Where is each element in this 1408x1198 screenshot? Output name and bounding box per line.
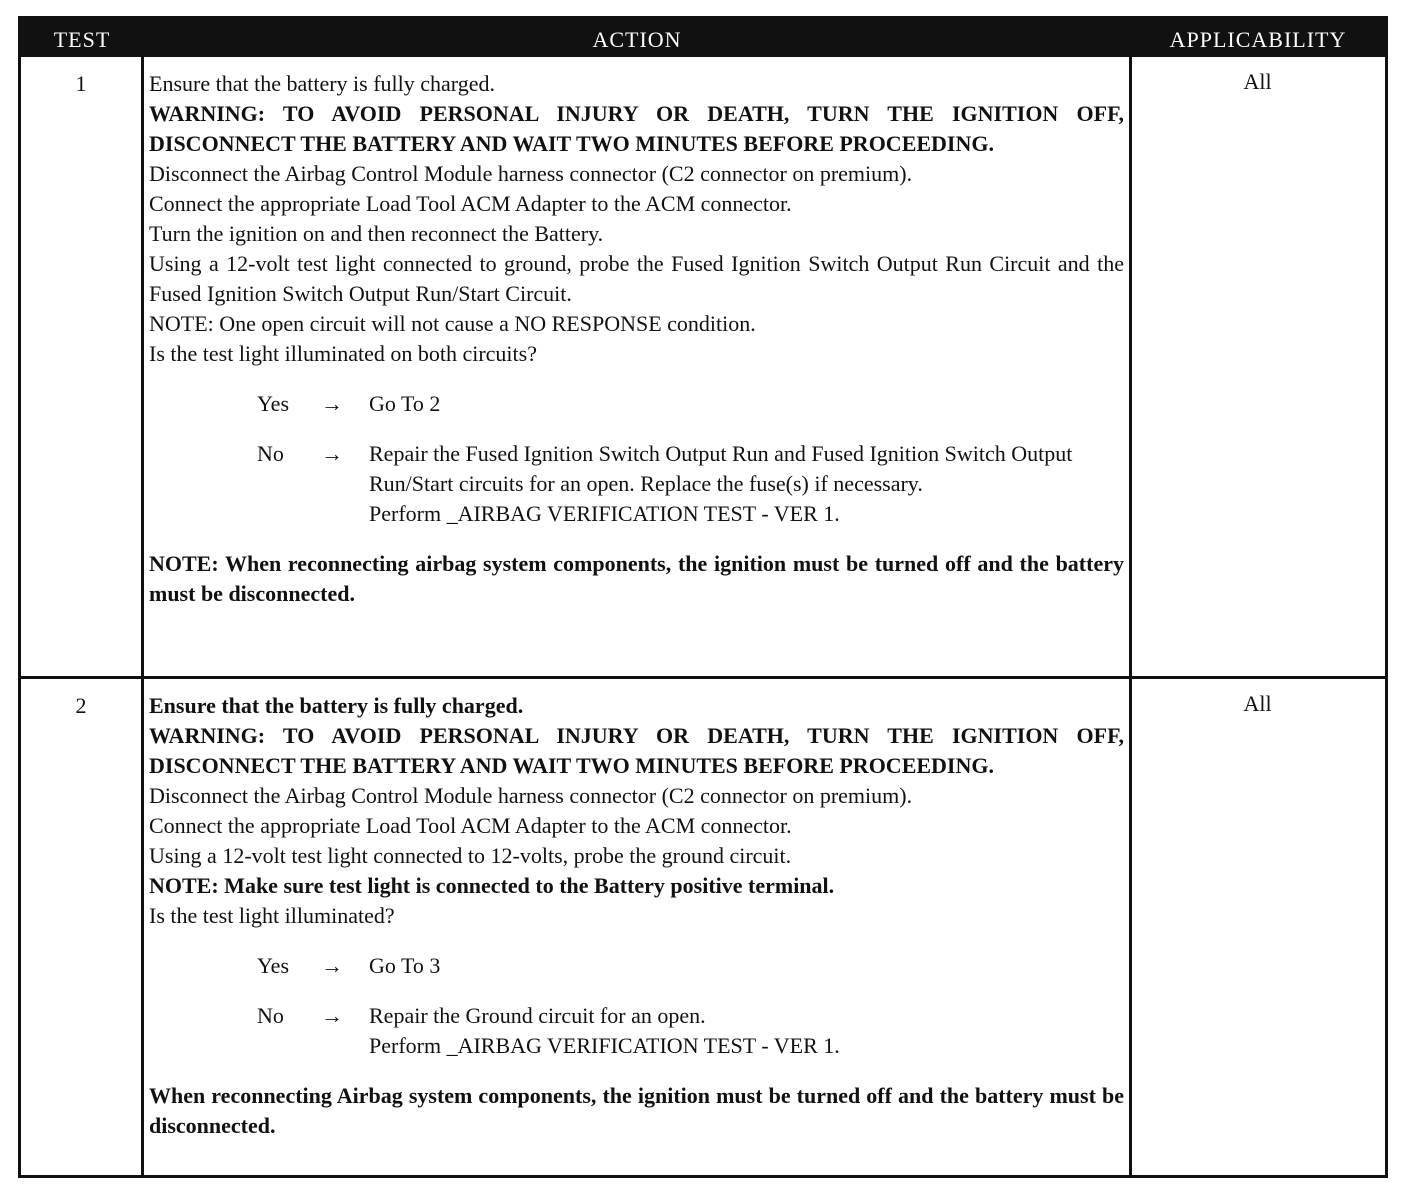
applicability-value: All xyxy=(1243,69,1272,94)
header-applicability: APPLICABILITY xyxy=(1169,27,1347,52)
question-line: Is the test light illuminated? xyxy=(149,903,395,928)
column-divider xyxy=(1129,679,1132,1175)
action-line: Connect the appropriate Load Tool ACM Adapter to the ACM connector. xyxy=(149,813,792,838)
arrow-right-icon: → xyxy=(321,953,343,978)
yes-label: Yes xyxy=(257,391,290,416)
table-row-test-1 xyxy=(21,57,1385,679)
header-test: TEST xyxy=(53,27,111,52)
action-cell xyxy=(149,691,1124,1141)
action-line: Connect the appropriate Load Tool ACM Adapter to the ACM connector. xyxy=(149,191,792,216)
action-line: Ensure that the battery is fully charged. xyxy=(149,693,524,718)
table-row-test-2 xyxy=(21,679,1385,1175)
yes-response xyxy=(257,389,1124,419)
arrow-right-icon: → xyxy=(321,391,343,416)
action-line: Disconnect the Airbag Control Module harness connector (C2 connector on premium). xyxy=(149,783,913,808)
yes-label: Yes xyxy=(257,953,290,978)
action-line: Using a 12-volt test light connected to ground, probe the Fused Ignition Switch Output Run Circuit and the Fused Ignition Switch Output Run/Start Circuit. xyxy=(149,251,1124,306)
no-response xyxy=(257,1001,1124,1061)
note-text: When reconnecting Airbag system components, the ignition must be turned off and the battery must be disconnected. xyxy=(149,1083,1124,1138)
test-number: 2 xyxy=(75,693,87,718)
perform-text: Perform _AIRBAG VERIFICATION TEST - VER 1. xyxy=(369,1033,840,1058)
diagnostic-test-table xyxy=(18,16,1388,1178)
yes-response xyxy=(257,951,1124,981)
arrow-right-icon: → xyxy=(321,441,343,466)
table-header xyxy=(21,19,1385,57)
no-label: No xyxy=(257,441,284,466)
arrow-right-icon: → xyxy=(321,1003,343,1028)
warning-text: WARNING: TO AVOID PERSONAL INJURY OR DEATH, TURN THE IGNITION OFF, DISCONNECT THE BATTERY AND WAIT TWO MINUTES BEFORE PROCEEDING. xyxy=(149,723,1124,778)
warning-text: WARNING: TO AVOID PERSONAL INJURY OR DEATH, TURN THE IGNITION OFF, DISCONNECT THE BATTERY AND WAIT TWO MINUTES BEFORE PROCEEDING. xyxy=(149,101,1124,156)
action-line: Disconnect the Airbag Control Module harness connector (C2 connector on premium). xyxy=(149,161,913,186)
column-divider xyxy=(141,679,144,1175)
column-divider xyxy=(1129,57,1132,676)
column-divider xyxy=(141,57,144,676)
action-line: Turn the ignition on and then reconnect the Battery. xyxy=(149,221,604,246)
yes-text: Go To 3 xyxy=(369,953,441,978)
test-number: 1 xyxy=(75,71,87,96)
no-response xyxy=(257,439,1124,529)
no-label: No xyxy=(257,1003,284,1028)
note-line: NOTE: Make sure test light is connected to the Battery positive terminal. xyxy=(149,873,835,898)
question-line: Is the test light illuminated on both circuits? xyxy=(149,341,537,366)
perform-text: Perform _AIRBAG VERIFICATION TEST - VER 1. xyxy=(369,501,840,526)
action-line: Ensure that the battery is fully charged. xyxy=(149,71,495,96)
action-cell xyxy=(149,69,1124,609)
no-text: Repair the Fused Ignition Switch Output Run and Fused Ignition Switch Output Run/Start circuits for an open. Replace the fuse(s) if necessary. xyxy=(369,441,1073,496)
header-action: ACTION xyxy=(592,27,682,52)
action-line: Using a 12-volt test light connected to 12-volts, probe the ground circuit. xyxy=(149,843,792,868)
note-line: NOTE: One open circuit will not cause a NO RESPONSE condition. xyxy=(149,311,756,336)
applicability-value: All xyxy=(1243,691,1272,716)
note-text: NOTE: When reconnecting airbag system components, the ignition must be turned off and the battery must be disconnected. xyxy=(149,551,1124,606)
no-text: Repair the Ground circuit for an open. xyxy=(369,1003,706,1028)
yes-text: Go To 2 xyxy=(369,391,441,416)
